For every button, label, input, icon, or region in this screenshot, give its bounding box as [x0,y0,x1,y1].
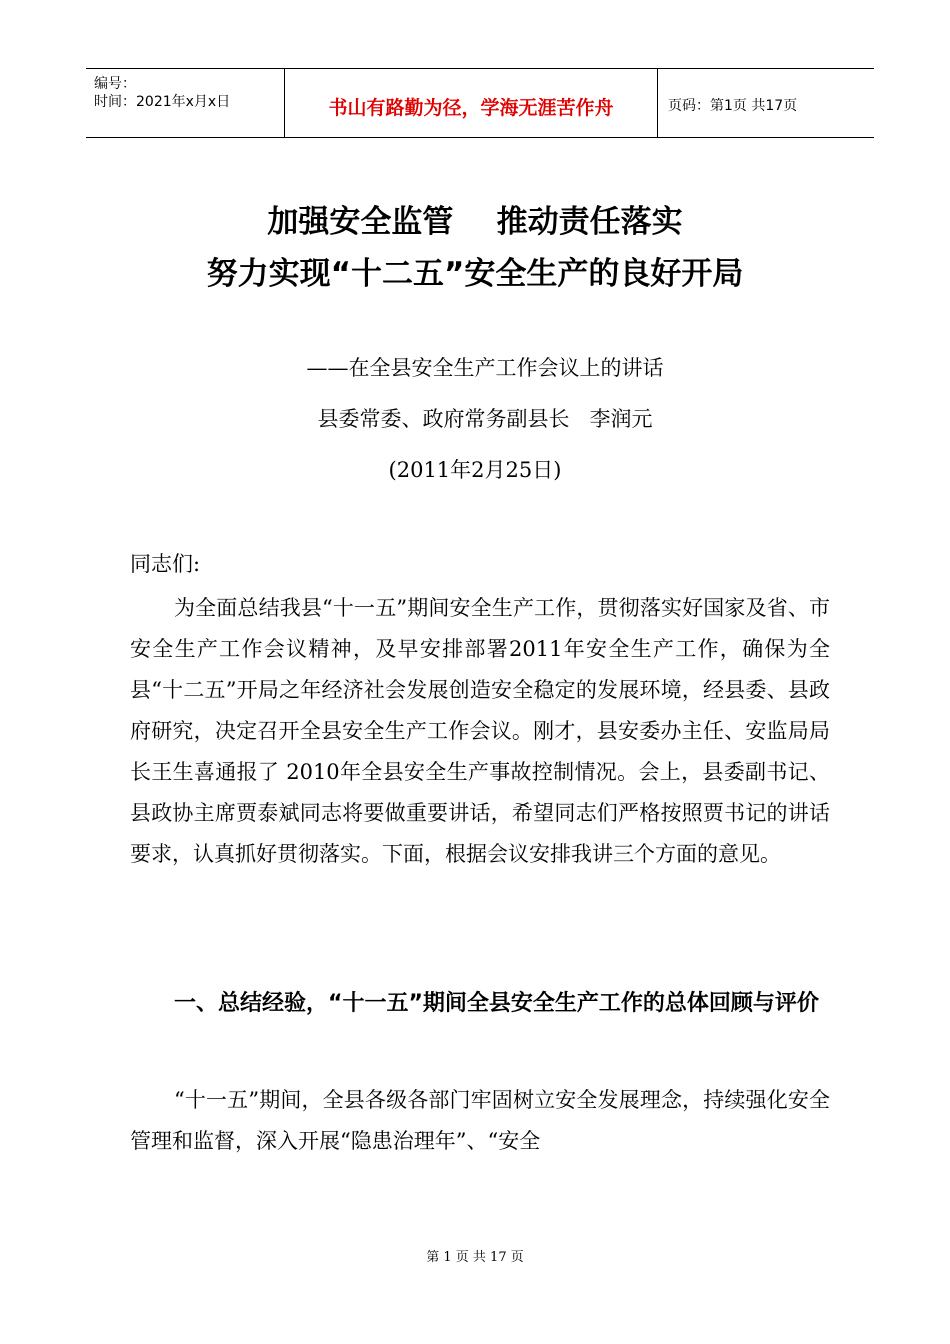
header-meta-cell [86,69,285,137]
greeting: 同志们: [130,552,201,576]
speaker: 县委常委、政府常务副县长 李润元 [317,407,653,431]
page-info: 页码：第1页 共17页 [668,98,798,114]
title-line-2: 努力实现“十二五”安全生产的良好开局 [206,256,744,292]
document-header-table [86,68,874,138]
header-page-cell [658,69,874,137]
time-label: 时间：2021年x月x日 [94,94,231,110]
subtitle: ——在全县安全生产工作会议上的讲话 [306,356,664,380]
page-footer: 第 1 页 共 17 页 [426,1250,524,1265]
speech-date: (2011年2月25日) [388,458,562,482]
title-line-1: 加强安全监管 推动责任落实 [267,204,683,240]
number-label: 编号： [94,76,136,92]
header-motto-cell [285,69,658,137]
section-heading-1: 一、总结经验，“十一五”期间全县安全生产工作的总体回顾与评价 [174,991,819,1016]
motto-text: 书山有路勤为径，学海无涯苦作舟 [328,97,614,119]
paragraph-intro: 为全面总结我县“十一五”期间安全生产工作，贯彻落实好国家及省、市安全生产工作会议精神，及早安排部署2011年安全生产工作，确保为全县“十二五”开局之年经济社会发展创造安全稳定的发展环境，经县委、县政府研究，决定召开全县安全生产工作会议。刚才，县安委办主任、安监局局长王生喜通报了 2010年全县安全生产事故控制情况。会上，县委副书记、县政协主席贾泰斌同志将要做重要讲话，希望同志们严格按照贾书记的讲话要求，认真抓好贯彻落实。下面，根据会议安排我讲三个方面的意见。 [130,596,830,866]
paragraph-section-1: “十一五”期间，全县各级各部门牢固树立安全发展理念，持续强化安全管理和监督，深入开展“隐患治理年”、“安全 [130,1088,830,1153]
